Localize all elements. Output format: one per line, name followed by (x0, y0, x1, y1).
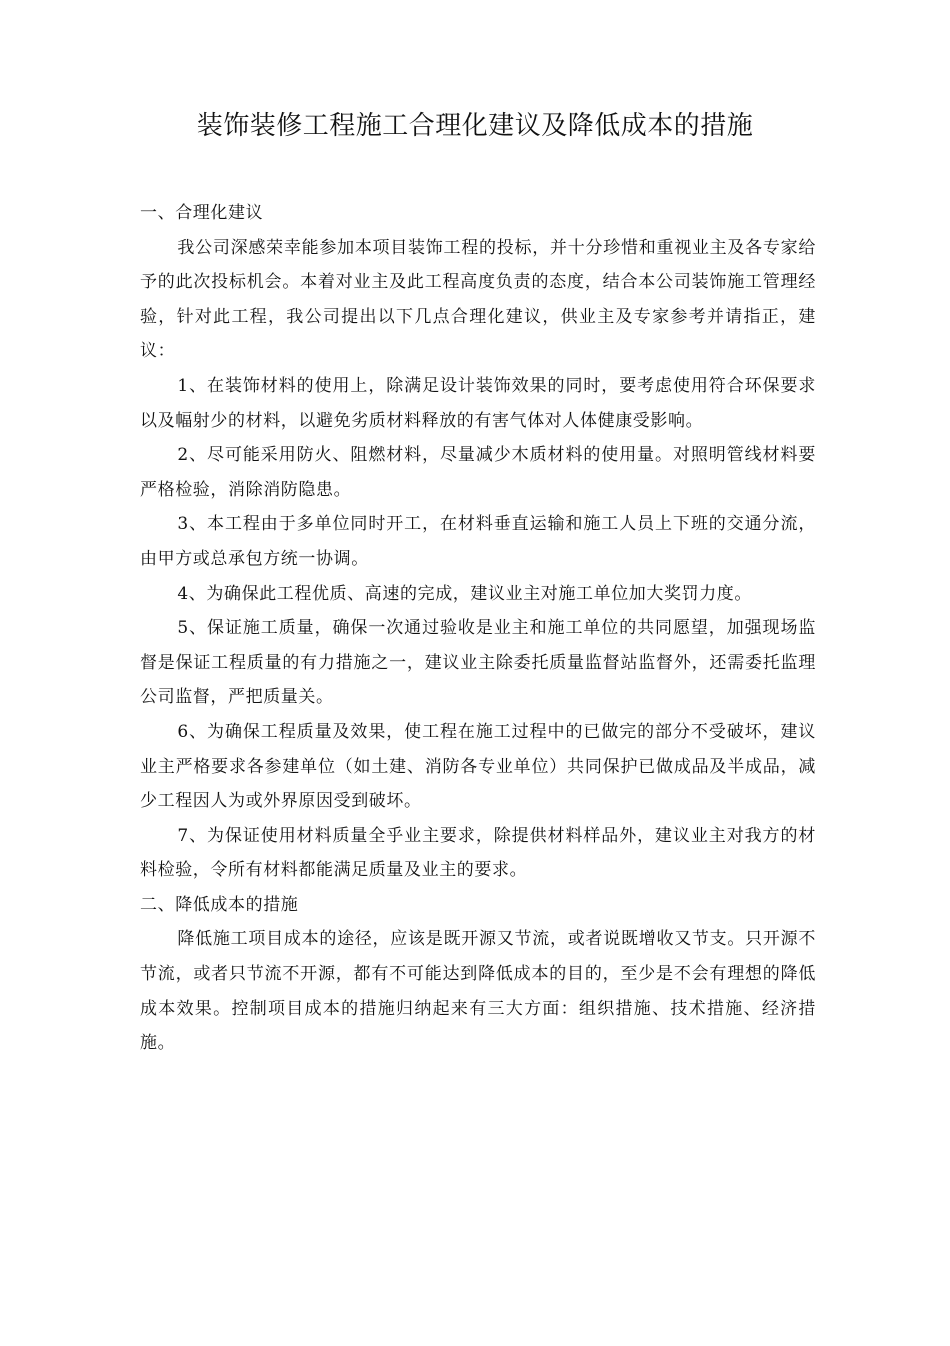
suggestion-item-3: 3、本工程由于多单位同时开工，在材料垂直运输和施工人员上下班的交通分流，由甲方或总承包方统一协调。 (140, 514, 816, 569)
section-heading-suggestions: 一、合理化建议 (140, 203, 264, 223)
suggestion-item-7: 7、为保证使用材料质量全乎业主要求，除提供材料样品外，建议业主对我方的材料检验，令所有材料都能满足质量及业主的要求。 (140, 825, 816, 881)
suggestion-item-5: 5、保证施工质量，确保一次通过验收是业主和施工单位的共同愿望，加强现场监督是保证工程质量的有力措施之一，建议业主除委托质量监督站监督外，还需委托监理公司监督，严把质量关。 (140, 618, 816, 708)
suggestion-item-1: 1、在装饰材料的使用上，除满足设计装饰效果的同时，要考虑使用符合环保要求以及幅射少的材料，以避免劣质材料释放的有害气体对人体健康受影响。 (140, 375, 816, 431)
suggestions-intro-paragraph: 我公司深感荣幸能参加本项目装饰工程的投标，并十分珍惜和重视业主及各专家给予的此次投标机会。本着对业主及此工程高度负责的态度，结合本公司装饰施工管理经验，针对此工程，我公司提出以下几点合理化建议，供业主及专家参考并请指正，建议： (140, 237, 816, 362)
suggestion-item-4: 4、为确保此工程优质、高速的完成，建议业主对施工单位加大奖罚力度。 (177, 583, 753, 604)
suggestion-item-2: 2、尽可能采用防火、阻燃材料，尽量减少木质材料的使用量。对照明管线材料要严格检验，消除消防隐患。 (140, 445, 816, 500)
section-heading-cost-reduction: 二、降低成本的措施 (140, 894, 299, 915)
cost-reduction-paragraph: 降低施工项目成本的途径，应该是既开源又节流，或者说既增收又节支。只开源不节流，或者只节流不开源，都有不可能达到降低成本的目的，至少是不会有理想的降低成本效果。控制项目成本的措施归纳起来有三大方面：组织措施、技术措施、经济措施。 (140, 929, 816, 1054)
suggestion-item-6: 6、为确保工程质量及效果，使工程在施工过程中的已做完的部分不受破坏，建议业主严格要求各参建单位（如土建、消防各专业单位）共同保护已做成品及半成品，减少工程因人为或外界原因受到破坏。 (140, 721, 816, 812)
document-body (140, 196, 816, 1061)
page-title: 装饰装修工程施工合理化建议及降低成本的措施 (196, 111, 754, 141)
